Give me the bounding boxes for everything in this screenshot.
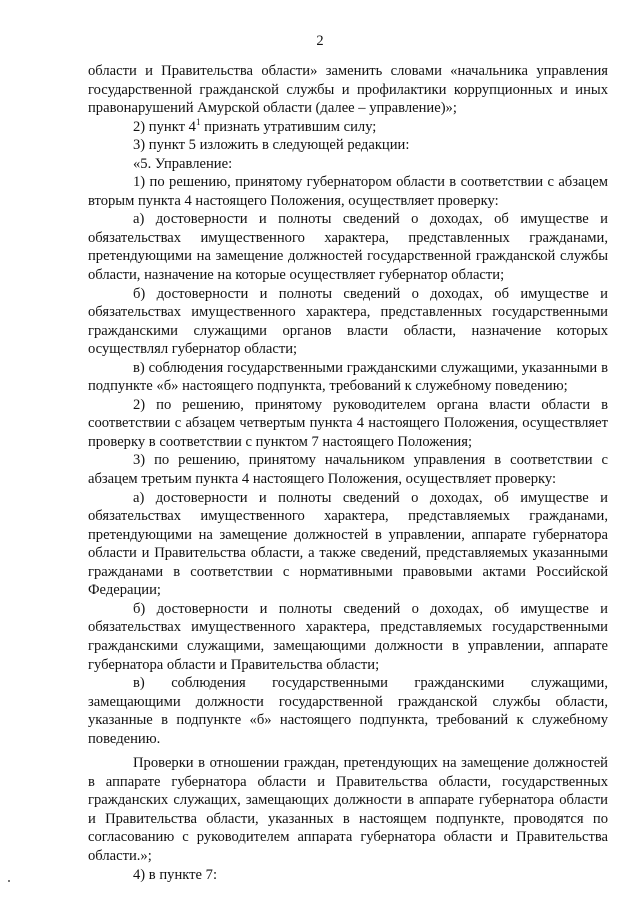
paragraph: 4) в пункте 7:: [133, 866, 218, 883]
paragraph-text: 2) пункт 4: [133, 118, 196, 135]
paragraph: 2) по решению, принятому руководителем органа власти области в соответствии с абзацем четвертым пункта 4 настоящего Положения, осуществляет проверку в соответствии с пунктом 7 настоящего Положения;: [88, 396, 608, 450]
paragraph: 3) по решению, принятому начальником управления в соответствии с абзацем третьим пункта 4 настоящего Положения, осуществляет проверку:: [88, 452, 608, 488]
scan-speck: [8, 880, 10, 882]
paragraph: [88, 118, 608, 137]
page-number: 2: [316, 33, 324, 49]
paragraph-text: признать утратившим силу;: [200, 118, 377, 135]
document-body: [88, 62, 608, 884]
superscript: 1: [195, 116, 201, 127]
paragraph: а) достоверности и полноты сведений о доходах, об имуществе и обязательствах имущественного характера, представленных гражданами, претендующими на замещение должностей государственной гражданской службы области, назначение на которые осуществляет губернатор области;: [88, 211, 608, 284]
paragraph: в) соблюдения государственными гражданскими служащими, указанными в подпункте «б» настоящего подпункта, требований к служебному поведению;: [88, 359, 608, 395]
paragraph: области и Правительства области» заменить словами «начальника управления государственной гражданской службы и профилактики коррупционных и иных правонарушений Амурской области (далее – управление)»;: [88, 63, 608, 117]
paragraph: Проверки в отношении граждан, претендующих на замещение должностей в аппарате губернатора области и Правительства области, государственных гражданских служащих, замещающих должности в аппарате губернатора области и Правительства области, указанных в настоящем подпункте, проводятся по согласованию с руководителем аппарата губернатора области и Правительства области.»;: [88, 755, 608, 864]
paragraph: 1) по решению, принятому губернатором области в соответствии с абзацем вторым пункта 4 настоящего Положения, осуществляет проверку:: [88, 174, 608, 209]
paragraph: а) достоверности и полноты сведений о доходах, об имуществе и обязательствах имущественного характера, представляемых гражданами, претендующими на замещение должностей в управлении, аппарате губернатора области и Правительства области, а также сведений, представляемых указанными гражданами в соответствии с нормативными правовыми актами Российской Федерации;: [88, 489, 608, 599]
paragraph: «5. Управление:: [133, 155, 233, 172]
paragraph: 3) пункт 5 изложить в следующей редакции:: [133, 137, 410, 154]
paragraph: б) достоверности и полноты сведений о доходах, об имуществе и обязательствах имущественного характера, представленных государственными гражданскими служащими органов власти области, назначение которых осуществлял губернатор области;: [88, 285, 608, 358]
paragraph: в) соблюдения государственными гражданскими служащими, замещающими должности государственной гражданской службы области, указанные в подпункте «б» настоящего подпункта, требований к служебному поведению.: [88, 675, 608, 747]
paragraph: б) достоверности и полноты сведений о доходах, об имуществе и обязательствах имущественного характера, представляемых государственными гражданскими служащими, замещающими должности в управлении, аппарате губернатора области и Правительства области;: [88, 600, 608, 673]
